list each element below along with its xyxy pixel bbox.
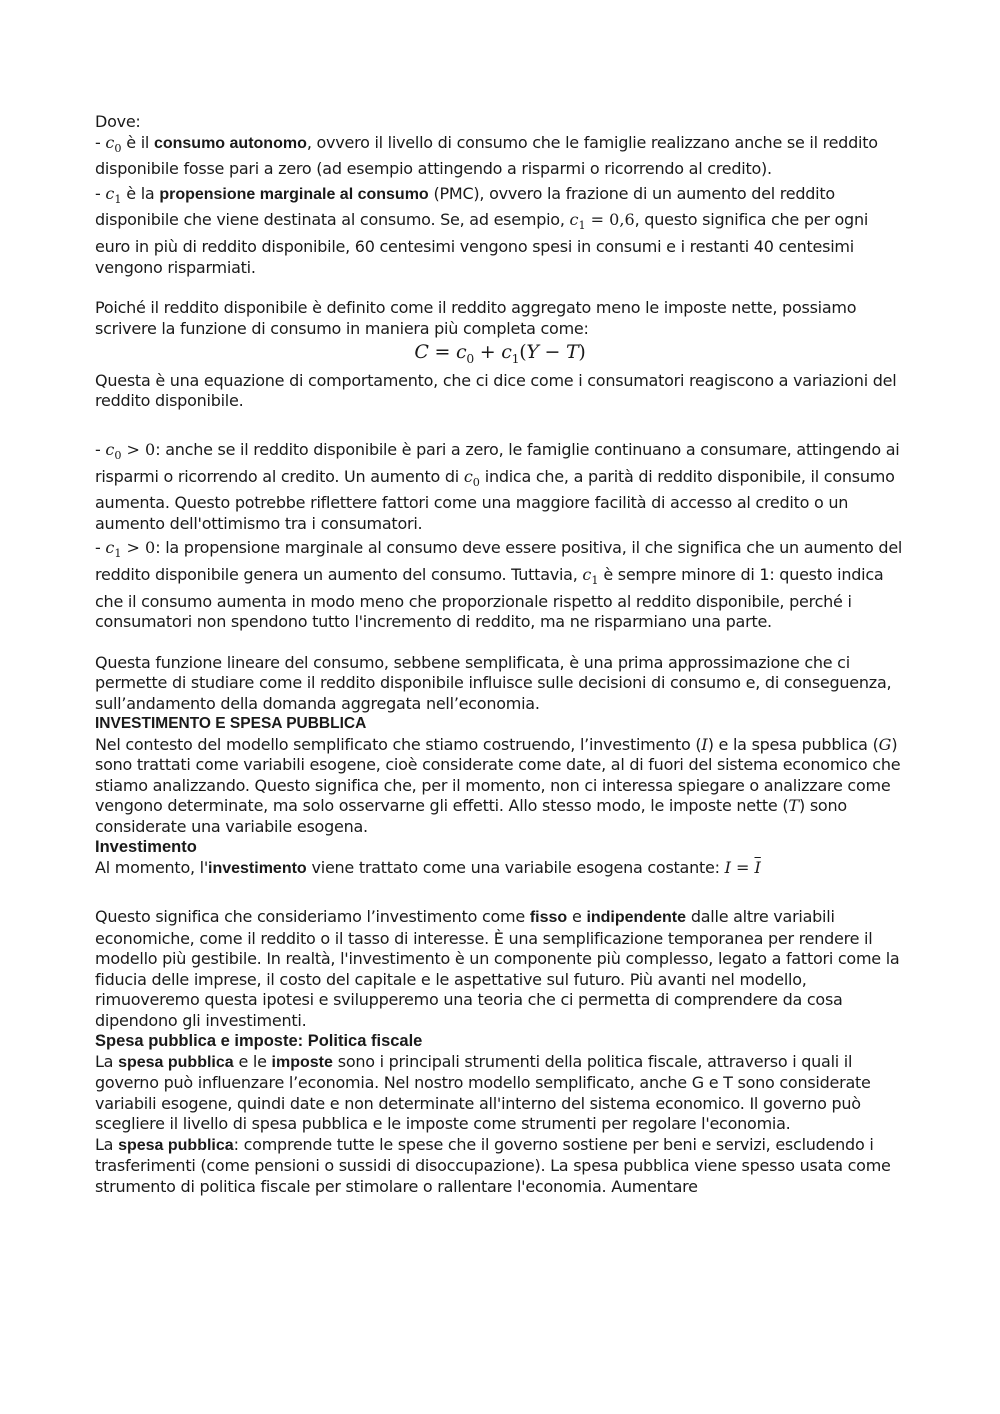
paragraph-politica-fiscale: La spesa pubblica e le imposte sono i principali strumenti della politica fiscale, attraverso i quali il governo può influenzare l’economia. Nel nostro modello semplificato, anche G e T sono considerate variabili esogene, quindi date e non determinate all'interno del sistema economico. Il governo può scegliere il livello di spesa pubblica e le imposte come strumenti per regolare l'economia. xyxy=(95,1051,871,1134)
dash: - xyxy=(95,132,106,152)
symbol-i-bar: $\overline{I}$ xyxy=(754,857,761,877)
dash: - xyxy=(95,183,106,203)
section-heading-politica-fiscale: Spesa pubblica e imposte: Politica fiscale xyxy=(95,1032,423,1051)
term-indipendente: indipendente xyxy=(586,909,686,927)
paragraph-reddito-disponibile: Poiché il reddito disponibile è definito come il reddito aggregato meno le imposte nette, possiamo scrivere la funzione di consumo in maniera più completa come: xyxy=(95,298,857,338)
section-heading-investimento: Investimento xyxy=(95,838,197,857)
example-c1: $c_1$ xyxy=(569,210,586,233)
condition-c1: - $c_1 > 0$: la propensione marginale al consumo deve essere positiva, il che significa che un aumento del reddito disponibile genera un aumento del consumo. Tuttavia, $c_1$ è sempre minore di 1: questo indica che il consumo aumenta in modo meno che proporzionale rispetto al reddito disponibile, perché i consumatori non spendono tutto l'incremento di reddito, ma ne risparmiano una parte. xyxy=(95,538,903,632)
symbol-c0: $c_0$ xyxy=(463,466,480,489)
symbol-i: I xyxy=(701,734,708,754)
symbol-g: G xyxy=(878,734,892,754)
text: (PMC), ovvero la frazione di un aumento del reddito disponibile che viene destinata al consumo. Se, ad esempio, xyxy=(95,183,835,230)
term-spesa-pubblica: spesa pubblica xyxy=(118,1053,234,1071)
definition-c0 xyxy=(95,133,905,180)
condition: > 0 xyxy=(121,538,156,558)
condition-c0: - $c_0 > 0$: anche se il reddito disponibile è pari a zero, le famiglie continuano a consumare, attingendo ai risparmi o ricorrendo al credito. Un aumento di $c_0$ indica che, a parità di reddito disponibile, il consumo aumenta. Questo potrebbe riflettere fattori come una maggiore facilità di accesso al credito o un aumento dell'ottimismo tra i consumatori. xyxy=(95,439,900,533)
symbol-c1: $c_1$ xyxy=(582,564,599,588)
definition-c1 xyxy=(95,184,905,278)
paragraph-investimento-fisso: Questo significa che consideriamo l’investimento come fisso e indipendente dalle altre variabili economiche, come il reddito o il tasso di interesse. È una semplificazione temporanea per rendere il modello più gestibile. In realtà, l'investimento è un componente più complesso, legato a fattori come la fiducia delle imprese, il costo del capitale e le aspettative sul futuro. Più avanti nel modello, rimuoveremo questa ipotesi e svilupperemo una teoria che ci permetta di comprendere da cosa dipendono gli investimenti. xyxy=(95,907,900,1030)
section-heading-investimento-spesa: INVESTIMENTO E SPESA PUBBLICA xyxy=(95,715,367,733)
text: è il xyxy=(121,132,154,152)
symbol-c0: $c_0$ xyxy=(105,439,122,463)
document-body xyxy=(95,112,905,1197)
symbol-c1: $c_1$ xyxy=(105,538,122,561)
paragraph-spesa-pubblica: La spesa pubblica: comprende tutte le spese che il governo sostiene per beni e servizi, escludendo i trasferimenti (come pensioni o sussidi di disoccupazione). La spesa pubblica viene spesso usata come strumento di politica fiscale per stimolare o rallentare l'economia. Aumentare xyxy=(95,1134,891,1196)
paragraph-investimento-esogeno: Al momento, l'investimento viene trattato come una variabile esogena costante: $I = \overline{I}$ xyxy=(95,857,761,877)
text: è la xyxy=(121,183,160,203)
term-imposte: imposte xyxy=(271,1053,333,1071)
text: , ovvero il livello di consumo che le famiglie realizzano anche se il reddito disponibile fosse pari a zero (ad esempio attingendo a risparmi o ricorrendo al credito). xyxy=(95,132,878,179)
example-value: = 0,6 xyxy=(585,210,635,230)
term-investimento: investimento xyxy=(208,859,307,877)
paragraph-funzione-lineare: Questa funzione lineare del consumo, sebbene semplificata, è una prima approssimazione che ci permette di studiare come il reddito disponibile influisce sulle decisioni di consumo e, di conseguenza, sull’andamento della domanda aggregata nell’economia. xyxy=(95,652,892,713)
term-pmc: propensione marginale al consumo xyxy=(159,185,429,203)
consumption-equation: $C = c_0 + c_1(Y - T)$ xyxy=(414,341,586,366)
paragraph-equazione-comportamento: Questa è una equazione di comportamento, che ci dice come i consumatori reagiscono a variazioni del reddito disponibile. xyxy=(95,370,897,411)
symbol-t: T xyxy=(788,796,800,816)
symbol-c1: $c_1$ xyxy=(105,183,122,206)
intro-line: Dove: xyxy=(95,112,141,131)
symbol-i: I xyxy=(724,857,731,877)
condition: > 0 xyxy=(121,439,156,459)
text: , questo significa che per ogni euro in più di reddito disponibile, 60 centesimi vengono spesi in consumi e i restanti 40 centesimi vengono risparmiati. xyxy=(95,210,869,277)
term-consumo-autonomo: consumo autonomo xyxy=(153,134,307,152)
term-fisso: fisso xyxy=(529,909,568,927)
term-spesa-pubblica: spesa pubblica xyxy=(118,1136,234,1154)
paragraph-variabili-esogene: Nel contesto del modello semplificato che stiamo costruendo, l’investimento (I) e la spesa pubblica (G) sono trattati come variabili esogene, cioè considerate come date, al di fuori del sistema economico che stiamo analizzando. Questo significa che, per il momento, non ci interessa spiegare o analizzare come vengono determinate, ma solo osservarne gli effetti. Allo stesso modo, le imposte nette (T) sono considerate una variabile esogena. xyxy=(95,734,901,836)
symbol-c0: $c_0$ xyxy=(105,132,122,155)
